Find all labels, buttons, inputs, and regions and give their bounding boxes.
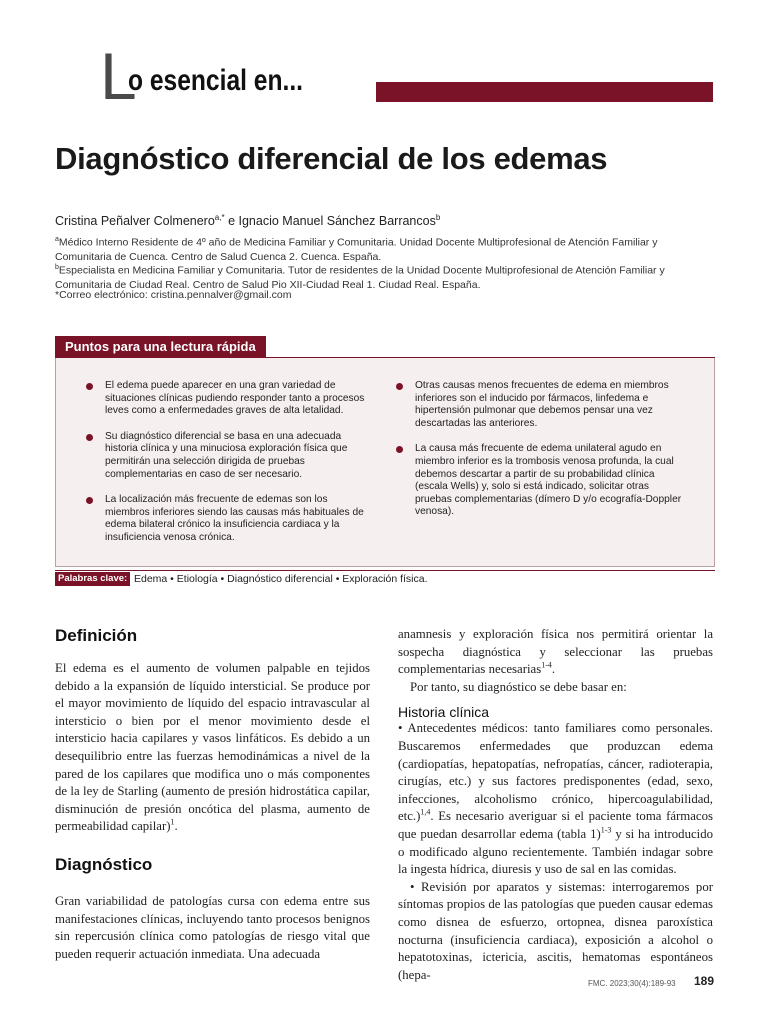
paragraph-diagnostico: Gran variabilidad de patologías cursa con edema entre sus manifestaciones clínicas, incluyendo tanto procesos benignos sin repercusión clínica como patologías de riesgo vital que pueden requerir actuación inmediata. Una adecuada	[55, 893, 370, 961]
quick-read-heading: Puntos para una lectura rápida	[55, 336, 266, 358]
heading-definicion: Definición	[55, 626, 138, 645]
citation-sup: 1-3	[600, 825, 612, 835]
definicion-end: .	[174, 819, 178, 834]
quick-point-text: Su diagnóstico diferencial se basa en una adecuada historia clínica y una minuciosa exploración física que permitirán una selección dirigida de pruebas complementarias en caso de ser necesario.	[105, 430, 348, 480]
citation-sup: 1,4	[420, 808, 431, 818]
paragraph-por-tanto: Por tanto, su diagnóstico se debe basar en:	[410, 679, 627, 694]
section-initial: L	[100, 39, 137, 113]
anamnesis-end: .	[551, 662, 556, 677]
author-connector: e	[224, 214, 239, 229]
definicion-text: El edema es el aumento de volumen palpable en tejidos debido a la expansión de líquido intersticial. Se produce por el mayor movimiento de líquido del espacio intravascular al intersticio o bien por el menor movimiento desde el intersticio hacia capilares y vasos linfáticos. Es debido a un desequilibrio entre las fuerzas hemodinámicas a nivel de la pared de los capilares que modifica uno o más componentes de la ley de Starling (aumento de presión hidrostática capilar, disminución de presión oncótica del plasma, aumento de permeabilidad capilar)	[55, 661, 370, 834]
keywords-label: Palabras clave:	[55, 572, 130, 586]
bullet-icon	[396, 446, 403, 453]
quick-point	[86, 494, 371, 544]
article-title: Diagnóstico diferencial de los edemas	[55, 141, 608, 176]
body-column-right	[398, 626, 713, 984]
anamnesis-text: anamnesis y exploración física nos permitirá orientar la sospecha diagnóstica y seleccionar las pruebas complementarias necesarias	[398, 627, 713, 677]
author-1: Cristina Peñalver Colmenero	[55, 214, 215, 229]
affiliation-a	[55, 233, 715, 264]
quick-point-text: Otras causas menos frecuentes de edema en miembros inferiores son el inducido por fármacos, linfedema e hipertensión pulmonar que debemos pensar una vez descartadas las anteriores.	[415, 380, 669, 429]
bullet-icon	[86, 434, 93, 441]
quick-point-text: La localización más frecuente de edemas son los miembros inferiores siendo las causas más habituales de edema bilateral crónico la insuficiencia cardiaca y la insuficiencia venosa crónica.	[105, 494, 364, 543]
antecedentes-text-c: y si ha introducido o modificado alguno recientemente. También indagar sobre la ingesta hídrica, diuresis y uso de sal en las comidas.	[398, 826, 713, 877]
author-line	[55, 213, 440, 228]
quick-point-text: La causa más frecuente de edema unilateral agudo en miembro inferior es la trombosis venosa profunda, la cual debemos descartar a partir de su probabilidad clínica (escala Wells) y, solo si está indicado, solicitar otras pruebas complementarias (dímero D y/o ecografía-Doppler venosa).	[415, 443, 682, 518]
corresponding-email	[55, 288, 715, 302]
keywords-rule	[55, 570, 715, 571]
quick-point	[396, 443, 688, 519]
paragraph-anamnesis	[398, 626, 713, 679]
citation-sup: 1	[170, 818, 175, 828]
section-header	[100, 39, 715, 113]
heading-diagnostico: Diagnóstico	[55, 854, 153, 874]
paragraph-definicion	[55, 660, 370, 836]
quick-point	[86, 431, 371, 481]
author-2-sup: b	[435, 213, 441, 222]
quick-read-right-column	[396, 380, 688, 532]
affiliation-a-text: Médico Interno Residente de 4º año de Medicina Familiar y Comunitaria. Unidad Docente Multiprofesional de Atención Familiar y Comunitaria de Cuenca. Centro de Salud Cuenca 2. Cuenca. España.	[55, 236, 658, 263]
paragraph-antecedentes	[398, 720, 713, 878]
bullet-icon	[86, 497, 93, 504]
affiliation-b	[55, 261, 715, 292]
affiliation-a-sup: a	[55, 236, 59, 243]
affiliation-b-text: Especialista en Medicina Familiar y Comunitaria. Tutor de residentes de la Unidad Docente Multiprofesional de Atención Familiar y Comunitaria de Ciudad Real. Centro de Salud Pio XII-Ciudad Real 1. Ciudad Real. España.	[55, 264, 665, 291]
quick-point-text: El edema puede aparecer en una gran variedad de situaciones clínicas pudiendo responder tanto a procesos leves como a enfermedades graves de alta letalidad.	[105, 380, 365, 417]
keywords-text: Edema • Etiología • Diagnóstico diferencial • Exploración física.	[134, 573, 428, 585]
bullet-icon	[396, 383, 403, 390]
quick-read-left-column	[86, 380, 371, 558]
quick-point	[396, 380, 688, 430]
body-column-left	[55, 626, 370, 963]
author-2: Ignacio Manuel Sánchez Barrancos	[238, 214, 436, 229]
page-number: 189	[694, 974, 715, 988]
antecedentes-text-b: . Es necesario averiguar si el paciente toma fármacos que puedan desarrollar edema (tabla 1)	[398, 809, 713, 841]
citation-sup: 1-4	[541, 660, 552, 670]
paragraph-revision: • Revisión por aparatos y sistemas: interrogaremos por síntomas propios de las patologías que pueden causar edemas como disnea de esfuerzo, ortopnea, disnea paroxística nocturna (insuficiencia cardiaca), exposición a alcohol o hepatotoxinas, ictericia, ascitis, hematomas espontáneos (hepa-	[398, 879, 713, 982]
quick-point	[86, 380, 371, 418]
email-text: *Correo electrónico: cristina.pennalver@gmail.com	[55, 289, 292, 301]
quick-read-box	[55, 358, 715, 567]
section-label: o esencial en...	[128, 64, 304, 97]
bullet-icon	[86, 383, 93, 390]
heading-historia-clinica: Historia clínica	[398, 704, 490, 721]
affiliation-b-sup: b	[55, 264, 59, 271]
section-bar	[376, 82, 713, 102]
author-1-sup: a,*	[214, 213, 225, 222]
journal-citation: FMC. 2023;30(4):189-93	[588, 979, 676, 988]
antecedentes-text-a: • Antecedentes médicos: tanto familiares como personales. Buscaremos enfermedades que produzcan edema (cardiopatías, hepatopatías, nefropatías, cáncer, radioterapia, cirugías, etc.) y sus factores predisponentes (edad, sexo, infecciones, alcoholismo crónico, hipercoagulabilidad, etc.)	[398, 721, 713, 824]
